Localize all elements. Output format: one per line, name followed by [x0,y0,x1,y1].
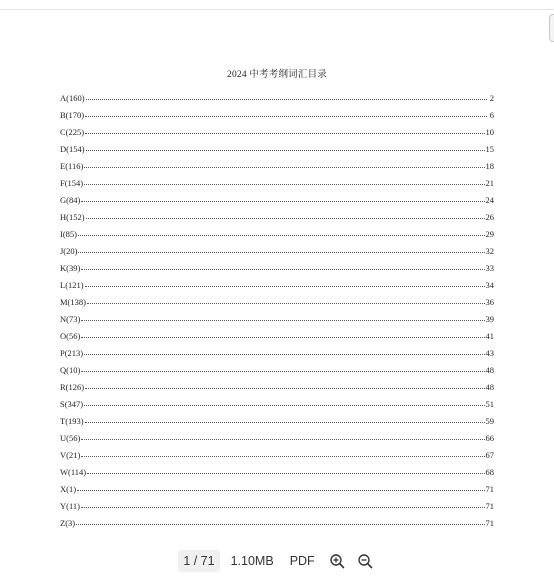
toc-leader-dots [81,336,484,338]
toc-entry-label: Q(10) [60,365,81,375]
toc-entry[interactable] [60,239,494,256]
toc-leader-dots [81,506,485,508]
toc-entry[interactable] [60,443,494,460]
toc-entry[interactable] [60,358,494,375]
toc-entry-label: D(154) [60,144,85,154]
toc-entry-page: 43 [485,348,494,358]
toc-entry-page: 48 [485,365,494,375]
toc-entry[interactable] [60,477,494,494]
toc-entry-label: P(213) [60,348,84,358]
toc-entry-label: F(154) [60,178,84,188]
toc-leader-dots [77,489,484,491]
toc-entry[interactable] [60,273,494,290]
file-type-label: PDF [289,554,315,568]
toc-entry-page: 51 [485,399,494,409]
toc-entry[interactable] [60,120,494,137]
toc-entry-page: 10 [485,127,494,137]
toc-entry-label: C(225) [60,127,85,137]
page-indicator[interactable]: 1 / 71 [178,550,219,572]
toc-entry-page: 32 [485,246,494,256]
side-panel-handle[interactable] [549,14,554,42]
toc-entry-page: 18 [485,161,494,171]
toc-entry-page: 24 [485,195,494,205]
toc-entry-label: Z(3) [60,518,76,528]
toc-leader-dots [81,370,484,372]
toc-leader-dots [86,149,485,151]
toc-entry-label: G(84) [60,195,81,205]
toc-entry-page: 48 [485,382,494,392]
toc-leader-dots [78,251,484,253]
toc-entry[interactable] [60,154,494,171]
toc-leader-dots [85,115,487,117]
table-of-contents [60,86,494,528]
toc-entry-label: R(126) [60,382,85,392]
toc-leader-dots [86,98,487,100]
viewer-toolbar [0,549,554,573]
toc-entry-label: W(114) [60,467,87,477]
toc-entry-page: 66 [485,433,494,443]
toc-entry-page: 67 [485,450,494,460]
toc-entry-page: 59 [485,416,494,426]
toc-entry-label: M(138) [60,297,86,307]
toc-entry-page: 71 [485,518,494,528]
toc-entry-page: 2 [489,93,494,103]
toc-entry-page: 71 [485,501,494,511]
toc-leader-dots [78,234,485,236]
toc-entry-label: X(1) [60,484,77,494]
toc-leader-dots [81,319,484,321]
toc-entry[interactable] [60,341,494,358]
toc-entry-page: 68 [485,467,494,477]
toc-leader-dots [84,166,484,168]
toc-entry-page: 36 [485,297,494,307]
toc-entry-page: 6 [489,110,494,120]
toc-leader-dots [81,438,484,440]
toc-title: 2024 中考考纲词汇目录 [227,70,327,80]
zoom-out-icon [357,553,373,569]
toc-leader-dots [85,421,485,423]
toc-entry-label: I(85) [60,229,77,239]
toc-entry-page: 26 [485,212,494,222]
toc-leader-dots [87,472,484,474]
toc-leader-dots [85,285,485,287]
toc-entry[interactable] [60,307,494,324]
toc-leader-dots [81,200,484,202]
toc-entry-label: Y(11) [60,501,80,511]
toc-entry-label: J(20) [60,246,78,256]
toc-entry-label: S(347) [60,399,84,409]
toc-entry[interactable] [60,460,494,477]
toc-leader-dots [84,183,484,185]
toc-entry[interactable] [60,511,494,528]
toc-entry[interactable] [60,137,494,154]
toc-leader-dots [86,217,485,219]
toc-leader-dots [76,523,484,525]
toc-entry[interactable] [60,494,494,511]
toc-leader-dots [87,302,485,304]
toc-leader-dots [84,353,484,355]
toc-entry-page: 33 [485,263,494,273]
toc-entry[interactable] [60,392,494,409]
toc-entry-page: 39 [485,314,494,324]
toc-entry-label: H(152) [60,212,85,222]
toc-leader-dots [85,132,484,134]
toc-entry-label: N(73) [60,314,81,324]
toc-entry-label: E(116) [60,161,84,171]
toc-leader-dots [84,404,484,406]
toc-leader-dots [85,387,484,389]
toc-entry[interactable] [60,409,494,426]
zoom-in-button[interactable] [326,550,348,572]
toc-entry[interactable] [60,188,494,205]
toc-leader-dots [81,455,484,457]
toc-entry-label: L(121) [60,280,84,290]
file-size-label: 1.10MB [230,554,274,568]
toc-entry-label: A(160) [60,93,85,103]
toc-entry-page: 15 [485,144,494,154]
zoom-out-button[interactable] [354,550,376,572]
toc-entry-page: 71 [485,484,494,494]
toc-leader-dots [81,268,484,270]
toc-entry[interactable] [60,375,494,392]
toc-entry-label: V(21) [60,450,81,460]
toc-entry[interactable] [60,86,494,103]
toc-entry-label: U(56) [60,433,81,443]
toc-entry-label: K(39) [60,263,81,273]
zoom-in-icon [329,553,345,569]
toc-entry[interactable] [60,171,494,188]
toc-entry[interactable] [60,324,494,341]
toc-entry-label: T(193) [60,416,84,426]
toc-entry-label: B(170) [60,110,85,120]
toc-entry-label: O(56) [60,331,81,341]
toc-entry-page: 34 [485,280,494,290]
toc-entry-page: 21 [485,178,494,188]
toc-entry-page: 29 [485,229,494,239]
toc-entry[interactable] [60,256,494,273]
toc-entry[interactable] [60,290,494,307]
toc-entry[interactable] [60,103,494,120]
toc-entry-page: 41 [485,331,494,341]
toc-entry[interactable] [60,205,494,222]
toc-entry[interactable] [60,222,494,239]
toc-entry[interactable] [60,426,494,443]
